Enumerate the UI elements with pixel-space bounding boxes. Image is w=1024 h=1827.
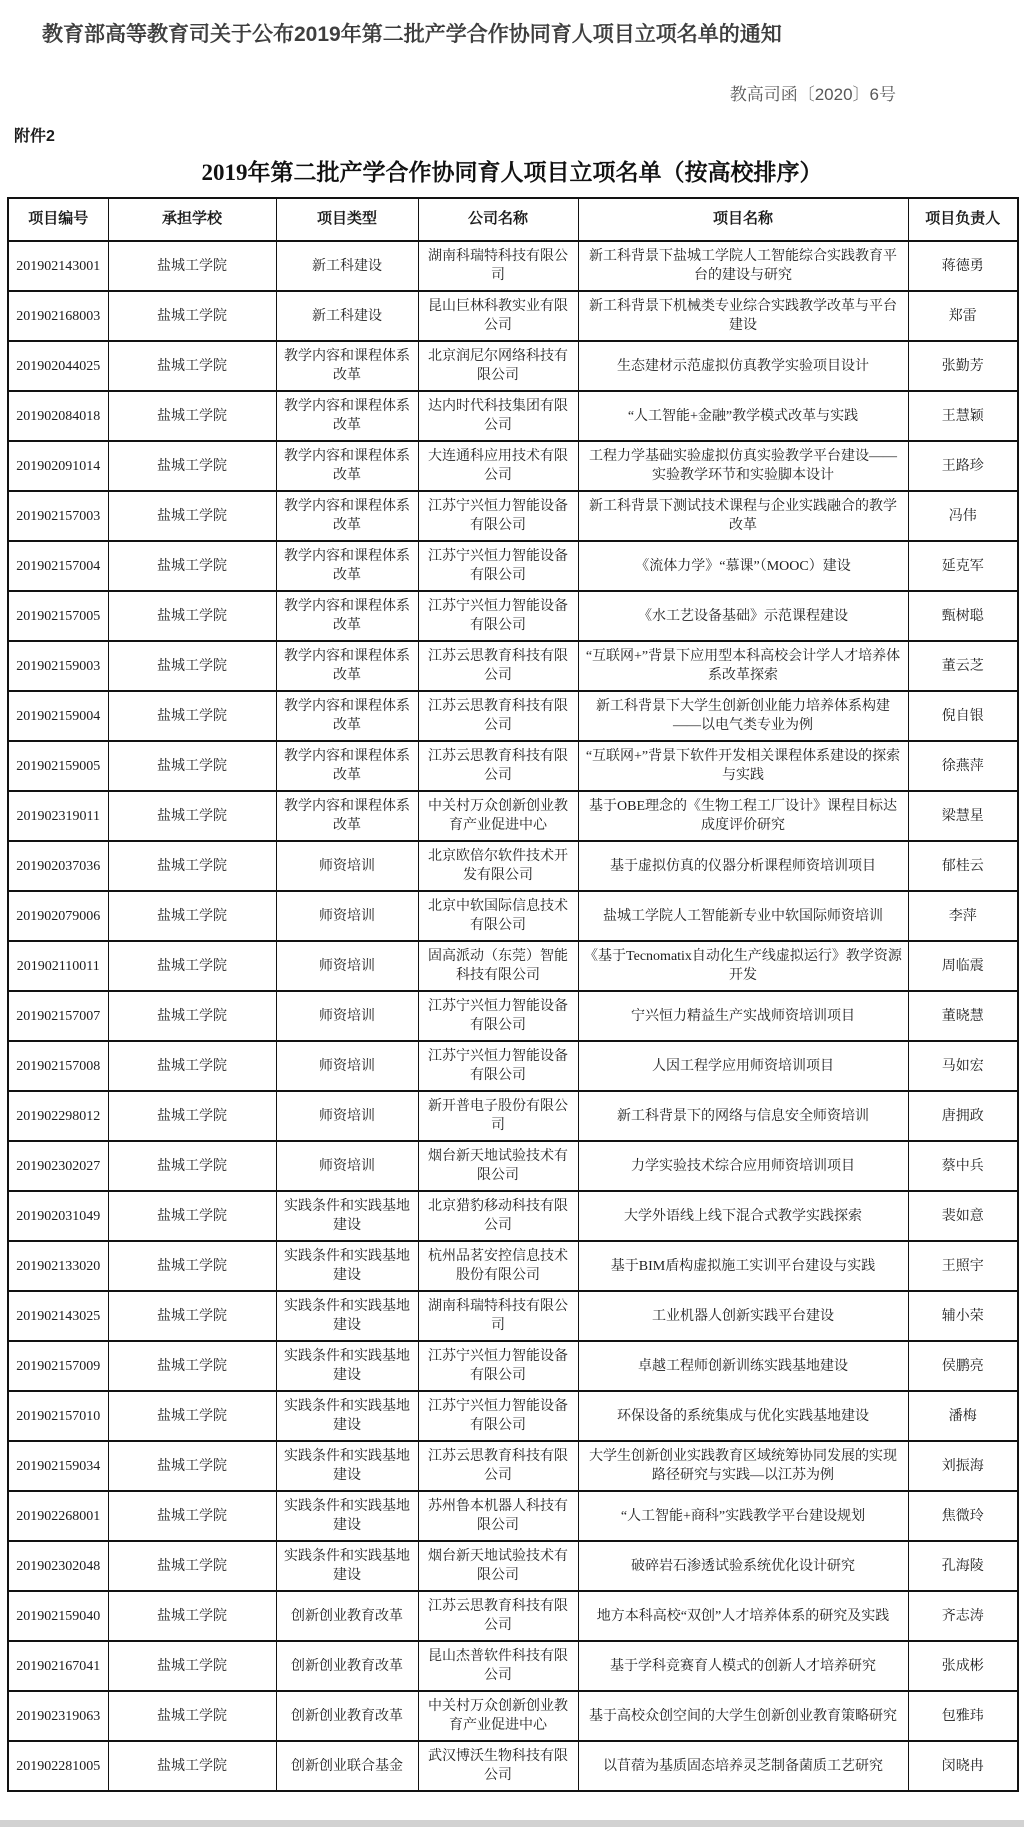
cell-leader: 王照宇 — [908, 1241, 1018, 1291]
cell-project-id: 201902084018 — [8, 391, 108, 441]
table-row — [8, 1341, 1018, 1391]
cell-company: 江苏云思教育科技有限公司 — [418, 1591, 578, 1641]
table-row — [8, 1141, 1018, 1191]
cell-project-id: 201902268001 — [8, 1491, 108, 1541]
table-row — [8, 1491, 1018, 1541]
cell-project-id: 201902319011 — [8, 791, 108, 841]
cell-school: 盐城工学院 — [108, 891, 276, 941]
cell-project-name: 《基于Tecnomatix自动化生产线虚拟运行》教学资源开发 — [578, 941, 908, 991]
cell-school: 盐城工学院 — [108, 691, 276, 741]
cell-company: 江苏云思教育科技有限公司 — [418, 741, 578, 791]
cell-project-type: 新工科建设 — [276, 241, 418, 291]
cell-company: 江苏宁兴恒力智能设备有限公司 — [418, 541, 578, 591]
cell-leader: 董晓慧 — [908, 991, 1018, 1041]
table-row — [8, 391, 1018, 441]
table-row — [8, 691, 1018, 741]
cell-project-id: 201902143025 — [8, 1291, 108, 1341]
cell-leader: 周临震 — [908, 941, 1018, 991]
cell-school: 盐城工学院 — [108, 1491, 276, 1541]
table-header — [8, 198, 1018, 241]
cell-project-id: 201902157009 — [8, 1341, 108, 1391]
cell-company: 江苏云思教育科技有限公司 — [418, 641, 578, 691]
cell-project-id: 201902159040 — [8, 1591, 108, 1641]
table-row — [8, 891, 1018, 941]
table-row — [8, 791, 1018, 841]
cell-leader: 梁慧星 — [908, 791, 1018, 841]
cell-school: 盐城工学院 — [108, 1541, 276, 1591]
cell-leader: 冯伟 — [908, 491, 1018, 541]
cell-company: 武汉博沃生物科技有限公司 — [418, 1741, 578, 1791]
cell-leader: 裴如意 — [908, 1191, 1018, 1241]
cell-project-name: 宁兴恒力精益生产实战师资培训项目 — [578, 991, 908, 1041]
cell-school: 盐城工学院 — [108, 541, 276, 591]
cell-project-type: 实践条件和实践基地建设 — [276, 1541, 418, 1591]
table-row — [8, 1191, 1018, 1241]
table-row — [8, 991, 1018, 1041]
cell-project-name: 力学实验技术综合应用师资培训项目 — [578, 1141, 908, 1191]
table-row — [8, 1441, 1018, 1491]
table-row — [8, 1391, 1018, 1441]
cell-leader: 侯鹏亮 — [908, 1341, 1018, 1391]
table-row — [8, 841, 1018, 891]
project-table — [7, 197, 1019, 1792]
cell-leader: 延克军 — [908, 541, 1018, 591]
cell-project-type: 实践条件和实践基地建设 — [276, 1241, 418, 1291]
cell-project-id: 201902159004 — [8, 691, 108, 741]
cell-project-name: 新工科背景下的网络与信息安全师资培训 — [578, 1091, 908, 1141]
cell-project-id: 201902079006 — [8, 891, 108, 941]
cell-project-name: 《水工艺设备基础》示范课程建设 — [578, 591, 908, 641]
cell-company: 中关村万众创新创业教育产业促进中心 — [418, 791, 578, 841]
cell-project-name: 以苜蓿为基质固态培养灵芝制备菌质工艺研究 — [578, 1741, 908, 1791]
cell-leader: 马如宏 — [908, 1041, 1018, 1091]
cell-project-type: 教学内容和课程体系改革 — [276, 541, 418, 591]
cell-project-id: 201902157010 — [8, 1391, 108, 1441]
cell-project-type: 实践条件和实践基地建设 — [276, 1341, 418, 1391]
cell-company: 北京欧倍尔软件技术开发有限公司 — [418, 841, 578, 891]
cell-company: 新开普电子股份有限公司 — [418, 1091, 578, 1141]
cell-project-type: 师资培训 — [276, 841, 418, 891]
cell-project-type: 实践条件和实践基地建设 — [276, 1191, 418, 1241]
table-row — [8, 1241, 1018, 1291]
cell-project-id: 201902133020 — [8, 1241, 108, 1291]
header-school: 承担学校 — [108, 198, 276, 241]
cell-project-name: 地方本科高校“双创”人才培养体系的研究及实践 — [578, 1591, 908, 1641]
cell-project-type: 教学内容和课程体系改革 — [276, 741, 418, 791]
cell-project-type: 实践条件和实践基地建设 — [276, 1291, 418, 1341]
cell-project-type: 教学内容和课程体系改革 — [276, 491, 418, 541]
cell-project-type: 教学内容和课程体系改革 — [276, 341, 418, 391]
cell-project-type: 教学内容和课程体系改革 — [276, 641, 418, 691]
table-row — [8, 241, 1018, 291]
table-header-row — [8, 198, 1018, 241]
cell-project-id: 201902157003 — [8, 491, 108, 541]
cell-project-id: 201902159005 — [8, 741, 108, 791]
cell-project-id: 201902302048 — [8, 1541, 108, 1591]
cell-school: 盐城工学院 — [108, 441, 276, 491]
cell-project-name: “人工智能+金融”教学模式改革与实践 — [578, 391, 908, 441]
cell-project-name: “人工智能+商科”实践教学平台建设规划 — [578, 1491, 908, 1541]
cell-school: 盐城工学院 — [108, 391, 276, 441]
cell-project-name: 工程力学基础实验虚拟仿真实验教学平台建设——实验教学环节和实验脚本设计 — [578, 441, 908, 491]
cell-project-name: 环保设备的系统集成与优化实践基地建设 — [578, 1391, 908, 1441]
cell-school: 盐城工学院 — [108, 1641, 276, 1691]
cell-project-name: 破碎岩石渗透试验系统优化设计研究 — [578, 1541, 908, 1591]
cell-school: 盐城工学院 — [108, 1091, 276, 1141]
cell-company: 江苏宁兴恒力智能设备有限公司 — [418, 591, 578, 641]
cell-project-name: 大学生创新创业实践教育区域统筹协同发展的实现路径研究与实践—以江苏为例 — [578, 1441, 908, 1491]
cell-project-type: 创新创业联合基金 — [276, 1741, 418, 1791]
cell-project-name: 基于BIM盾构虚拟施工实训平台建设与实践 — [578, 1241, 908, 1291]
cell-project-type: 师资培训 — [276, 1041, 418, 1091]
table-title: 2019年第二批产学合作协同育人项目立项名单（按高校排序） — [201, 160, 823, 185]
cell-project-id: 201902302027 — [8, 1141, 108, 1191]
cell-project-type: 师资培训 — [276, 1091, 418, 1141]
cell-project-id: 201902031049 — [8, 1191, 108, 1241]
cell-project-id: 201902110011 — [8, 941, 108, 991]
cell-company: 烟台新天地试验技术有限公司 — [418, 1141, 578, 1191]
cell-project-id: 201902157007 — [8, 991, 108, 1041]
table-row — [8, 491, 1018, 541]
cell-project-id: 201902157005 — [8, 591, 108, 641]
cell-company: 江苏宁兴恒力智能设备有限公司 — [418, 991, 578, 1041]
table-row — [8, 1291, 1018, 1341]
table-row — [8, 1541, 1018, 1591]
cell-project-name: 新工科背景下测试技术课程与企业实践融合的教学改革 — [578, 491, 908, 541]
cell-project-name: 基于学科竞赛育人模式的创新人才培养研究 — [578, 1641, 908, 1691]
cell-project-id: 201902168003 — [8, 291, 108, 341]
cell-project-name: 新工科背景下盐城工学院人工智能综合实践教育平台的建设与研究 — [578, 241, 908, 291]
cell-project-name: 基于高校众创空间的大学生创新创业教育策略研究 — [578, 1691, 908, 1741]
table-row — [8, 591, 1018, 641]
cell-leader: 刘振海 — [908, 1441, 1018, 1491]
cell-company: 达内时代科技集团有限公司 — [418, 391, 578, 441]
cell-project-type: 教学内容和课程体系改革 — [276, 391, 418, 441]
cell-company: 昆山杰普软件科技有限公司 — [418, 1641, 578, 1691]
header-project-id: 项目编号 — [8, 198, 108, 241]
cell-project-type: 实践条件和实践基地建设 — [276, 1441, 418, 1491]
cell-project-type: 师资培训 — [276, 941, 418, 991]
cell-company: 江苏宁兴恒力智能设备有限公司 — [418, 491, 578, 541]
cell-project-type: 新工科建设 — [276, 291, 418, 341]
cell-project-name: 工业机器人创新实践平台建设 — [578, 1291, 908, 1341]
cell-project-id: 201902091014 — [8, 441, 108, 491]
cell-school: 盐城工学院 — [108, 591, 276, 641]
cell-leader: 蒋德勇 — [908, 241, 1018, 291]
cell-leader: 唐拥政 — [908, 1091, 1018, 1141]
cell-project-id: 201902167041 — [8, 1641, 108, 1691]
cell-school: 盐城工学院 — [108, 491, 276, 541]
cell-project-name: 新工科背景下大学生创新创业能力培养体系构建——以电气类专业为例 — [578, 691, 908, 741]
cell-school: 盐城工学院 — [108, 941, 276, 991]
cell-school: 盐城工学院 — [108, 1041, 276, 1091]
notice-title: 教育部高等教育司关于公布2019年第二批产学合作协同育人项目立项名单的通知 — [42, 23, 782, 46]
table-row — [8, 1741, 1018, 1791]
table-body — [8, 241, 1018, 1791]
cell-company: 湖南科瑞特科技有限公司 — [418, 1291, 578, 1341]
cell-leader: 王慧颖 — [908, 391, 1018, 441]
cell-school: 盐城工学院 — [108, 841, 276, 891]
cell-project-type: 创新创业教育改革 — [276, 1691, 418, 1741]
cell-project-name: 大学外语线上线下混合式教学实践探索 — [578, 1191, 908, 1241]
table-row — [8, 1041, 1018, 1091]
cell-project-name: 人因工程学应用师资培训项目 — [578, 1041, 908, 1091]
cell-project-id: 201902143001 — [8, 241, 108, 291]
cell-project-type: 师资培训 — [276, 891, 418, 941]
cell-project-type: 师资培训 — [276, 991, 418, 1041]
cell-project-id: 201902157008 — [8, 1041, 108, 1091]
table-row — [8, 1091, 1018, 1141]
table-row — [8, 341, 1018, 391]
cell-company: 苏州鲁本机器人科技有限公司 — [418, 1491, 578, 1541]
cell-company: 江苏云思教育科技有限公司 — [418, 1441, 578, 1491]
cell-leader: 徐燕萍 — [908, 741, 1018, 791]
cell-project-id: 201902281005 — [8, 1741, 108, 1791]
cell-school: 盐城工学院 — [108, 1341, 276, 1391]
cell-leader: 包雅玮 — [908, 1691, 1018, 1741]
cell-leader: 王路珍 — [908, 441, 1018, 491]
cell-company: 杭州品茗安控信息技术股份有限公司 — [418, 1241, 578, 1291]
cell-school: 盐城工学院 — [108, 1191, 276, 1241]
cell-leader: 齐志涛 — [908, 1591, 1018, 1641]
cell-company: 昆山巨林科教实业有限公司 — [418, 291, 578, 341]
cell-school: 盐城工学院 — [108, 1141, 276, 1191]
cell-company: 江苏云思教育科技有限公司 — [418, 691, 578, 741]
cell-project-name: 生态建材示范虚拟仿真教学实验项目设计 — [578, 341, 908, 391]
cell-company: 北京中软国际信息技术有限公司 — [418, 891, 578, 941]
cell-project-type: 教学内容和课程体系改革 — [276, 691, 418, 741]
cell-project-type: 教学内容和课程体系改革 — [276, 441, 418, 491]
cell-company: 大连通科应用技术有限公司 — [418, 441, 578, 491]
cell-project-id: 201902319063 — [8, 1691, 108, 1741]
table-row — [8, 1591, 1018, 1641]
header-company: 公司名称 — [418, 198, 578, 241]
cell-school: 盐城工学院 — [108, 1441, 276, 1491]
cell-project-id: 201902159034 — [8, 1441, 108, 1491]
cell-leader: 李萍 — [908, 891, 1018, 941]
cell-leader: 甄树聪 — [908, 591, 1018, 641]
cell-school: 盐城工学院 — [108, 1591, 276, 1641]
cell-leader: 孔海陵 — [908, 1541, 1018, 1591]
cell-company: 固高派动（东莞）智能科技有限公司 — [418, 941, 578, 991]
cell-company: 江苏宁兴恒力智能设备有限公司 — [418, 1391, 578, 1441]
table-row — [8, 641, 1018, 691]
cell-leader: 焦微玲 — [908, 1491, 1018, 1541]
table-row — [8, 1641, 1018, 1691]
cell-school: 盐城工学院 — [108, 241, 276, 291]
cell-company: 湖南科瑞特科技有限公司 — [418, 241, 578, 291]
cell-school: 盐城工学院 — [108, 991, 276, 1041]
page-bottom-edge — [0, 1820, 1024, 1827]
cell-leader: 倪自银 — [908, 691, 1018, 741]
cell-project-name: 基于虚拟仿真的仪器分析课程师资培训项目 — [578, 841, 908, 891]
cell-project-id: 201902157004 — [8, 541, 108, 591]
doc-number: 教高司函〔2020〕6号 — [729, 85, 896, 104]
cell-leader: 郁桂云 — [908, 841, 1018, 891]
header-project-type: 项目类型 — [276, 198, 418, 241]
cell-leader: 辅小荣 — [908, 1291, 1018, 1341]
cell-project-type: 实践条件和实践基地建设 — [276, 1391, 418, 1441]
cell-project-name: 新工科背景下机械类专业综合实践教学改革与平台建设 — [578, 291, 908, 341]
cell-school: 盐城工学院 — [108, 1391, 276, 1441]
cell-school: 盐城工学院 — [108, 791, 276, 841]
cell-school: 盐城工学院 — [108, 1691, 276, 1741]
table-row — [8, 941, 1018, 991]
table-row — [8, 291, 1018, 341]
cell-company: 北京润尼尔网络科技有限公司 — [418, 341, 578, 391]
cell-project-type: 师资培训 — [276, 1141, 418, 1191]
cell-project-id: 201902298012 — [8, 1091, 108, 1141]
cell-leader: 董云芝 — [908, 641, 1018, 691]
cell-project-id: 201902159003 — [8, 641, 108, 691]
cell-school: 盐城工学院 — [108, 1741, 276, 1791]
cell-project-type: 教学内容和课程体系改革 — [276, 791, 418, 841]
cell-leader: 蔡中兵 — [908, 1141, 1018, 1191]
cell-project-name: 卓越工程师创新训练实践基地建设 — [578, 1341, 908, 1391]
cell-leader: 郑雷 — [908, 291, 1018, 341]
header-leader: 项目负责人 — [908, 198, 1018, 241]
cell-company: 江苏宁兴恒力智能设备有限公司 — [418, 1341, 578, 1391]
cell-company: 北京猎豹移动科技有限公司 — [418, 1191, 578, 1241]
table-row — [8, 741, 1018, 791]
cell-project-name: 基于OBE理念的《生物工程工厂设计》课程目标达成度评价研究 — [578, 791, 908, 841]
table-row — [8, 541, 1018, 591]
cell-project-name: “互联网+”背景下应用型本科高校会计学人才培养体系改革探索 — [578, 641, 908, 691]
cell-project-type: 实践条件和实践基地建设 — [276, 1491, 418, 1541]
attachment-label: 附件2 — [14, 128, 55, 145]
cell-project-name: “互联网+”背景下软件开发相关课程体系建设的探索与实践 — [578, 741, 908, 791]
cell-school: 盐城工学院 — [108, 1241, 276, 1291]
cell-school: 盐城工学院 — [108, 641, 276, 691]
cell-project-id: 201902044025 — [8, 341, 108, 391]
table-row — [8, 1691, 1018, 1741]
header-project-name: 项目名称 — [578, 198, 908, 241]
cell-project-name: 盐城工学院人工智能新专业中软国际师资培训 — [578, 891, 908, 941]
table-row — [8, 441, 1018, 491]
cell-leader: 闵晓冉 — [908, 1741, 1018, 1791]
cell-leader: 张成彬 — [908, 1641, 1018, 1691]
cell-company: 中关村万众创新创业教育产业促进中心 — [418, 1691, 578, 1741]
cell-school: 盐城工学院 — [108, 741, 276, 791]
cell-project-id: 201902037036 — [8, 841, 108, 891]
cell-project-type: 创新创业教育改革 — [276, 1591, 418, 1641]
cell-company: 江苏宁兴恒力智能设备有限公司 — [418, 1041, 578, 1091]
cell-project-type: 教学内容和课程体系改革 — [276, 591, 418, 641]
cell-project-type: 创新创业教育改革 — [276, 1641, 418, 1691]
cell-leader: 张勤芳 — [908, 341, 1018, 391]
cell-school: 盐城工学院 — [108, 291, 276, 341]
cell-leader: 潘梅 — [908, 1391, 1018, 1441]
cell-project-name: 《流体力学》“慕课”（MOOC）建设 — [578, 541, 908, 591]
cell-school: 盐城工学院 — [108, 1291, 276, 1341]
cell-company: 烟台新天地试验技术有限公司 — [418, 1541, 578, 1591]
cell-school: 盐城工学院 — [108, 341, 276, 391]
